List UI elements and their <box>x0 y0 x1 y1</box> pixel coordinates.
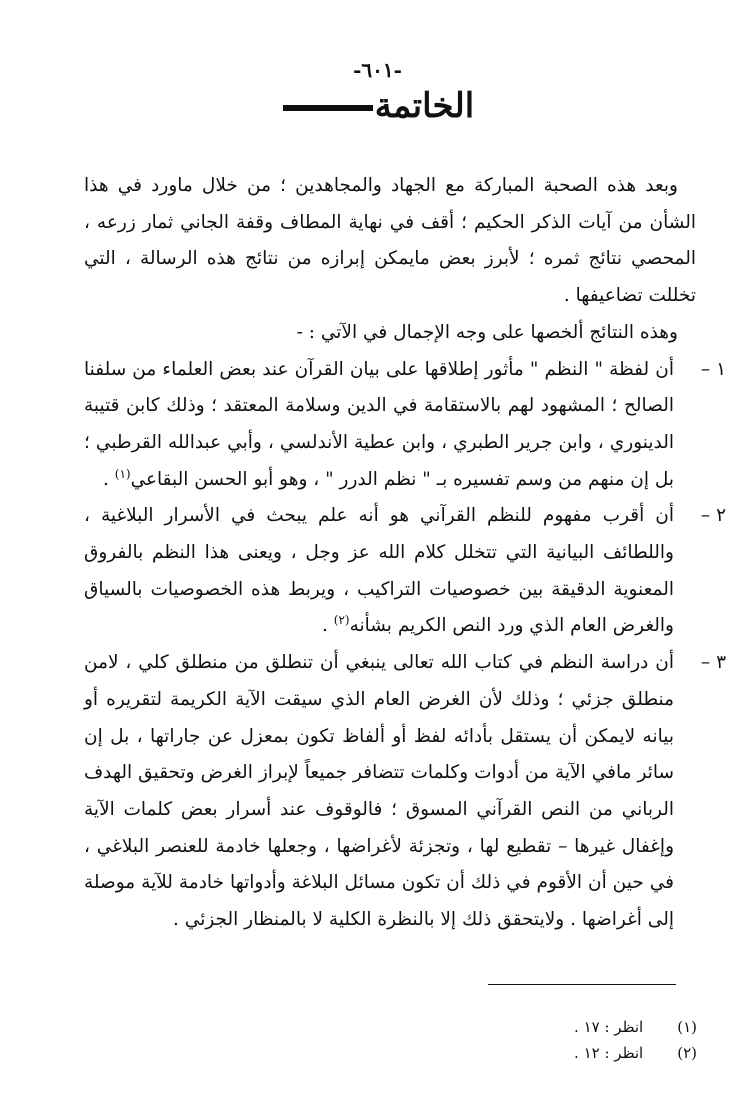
intro-paragraph: وبعد هذه الصحبة المباركة مع الجهاد والمجاهدين ؛ من خلال ماورد في هذا الشأن من آيات الذكر الحكيم ؛ أقف في نهاية المطاف وقفة الجاني ثمار زرعه ، المحصي نتائج ثمره ؛ لأبرز بعض مايمكن إبرازه من نتائج هذه الرسالة ، التي تخللت تضاعيفها . <box>84 175 696 307</box>
footnote-ref: (١) <box>114 466 131 481</box>
item-number: ٢ – <box>700 505 726 527</box>
list-item <box>84 645 726 939</box>
footnote <box>574 1040 697 1066</box>
item-number: ٣ – <box>700 652 726 674</box>
page-title <box>0 86 755 126</box>
footnote-text: انظر : ١٧ . <box>574 1018 644 1036</box>
footnote-number: (١) <box>677 1018 697 1036</box>
intro-lead: وهذه النتائج ألخصها على وجه الإجمال في الآتي : - <box>296 321 678 343</box>
item-text: أن دراسة النظم في كتاب الله تعالى ينبغي أن تنطلق من منطلق كلي ، لامن منطلق جزئي ؛ وذلك لأن الغرض العام الذي سيقت الآية الكريمة لتقريره أو بيانه لايمكن أن يستقل بأدائه لفظ أو ألفاظ تكون بمعزل عن جاراتها ، بل إن سائر مافي الآية من أدوات وكلمات تتضافر جميعاً لإبراز الغرض وتحقيق الهدف الرباني من النص القرآني المسوق ؛ فالوقوف عند أسرار بعض كلمات الآية وإغفال غيرها – تقطيع لها ، وتجزئة لأغراضها ، وجعلها خادمة للعنصر البلاغي ، في حين أن الأقوم في ذلك أن تكون مسائل البلاغة وأدواتها خادمة للآية موصلة إلى أغراضها . ولايتحقق ذلك إلا بالنظرة الكلية لا بالمنظار الجزئي . <box>84 652 674 931</box>
item-end: . <box>322 615 334 637</box>
item-text: أن أقرب مفهوم للنظم القرآني هو أنه علم يبحث في الأسرار البلاغية ، واللطائف البيانية التي تتخلل كلام الله عز وجل ، ويعنى هذا النظم بالفروق المعنوية الدقيقة بين خصوصيات التراكيب ، ويربط هذه الخصوصيات بالسياق والغرض العام الذي ورد النص الكريم بشأنه <box>84 505 674 637</box>
footnote-ref: (٢) <box>333 613 350 628</box>
footnote-text: انظر : ١٢ . <box>574 1044 644 1062</box>
body-text <box>84 168 726 939</box>
footnotes <box>574 1014 697 1066</box>
list-item <box>84 498 726 645</box>
footnote-divider <box>488 984 676 985</box>
list-item <box>84 352 726 499</box>
title-text: الخاتمة <box>374 86 475 126</box>
item-text: أن لفظة " النظم " مأثور إطلاقها على بيان القرآن عند بعض العلماء من سلفنا الصالح ؛ المشهود لهم بالاستقامة في الدين وسلامة المعتقد ؛ وذلك كابن قتيبة الدينوري ، وابن جرير الطبري ، وابن عطية الأندلسي ، وأبي عبدالله القرطبي ؛ بل إن منهم من وسم تفسيره بـ " نظم الدرر " ، وهو أبو الحسن البقاعي <box>84 358 674 490</box>
item-number: ١ – <box>700 358 726 380</box>
item-end: . <box>102 468 115 490</box>
footnote <box>574 1014 697 1040</box>
footnote-number: (٢) <box>677 1044 697 1062</box>
title-kashida-bar <box>283 105 373 111</box>
page-number: -٦٠١- <box>353 58 402 82</box>
